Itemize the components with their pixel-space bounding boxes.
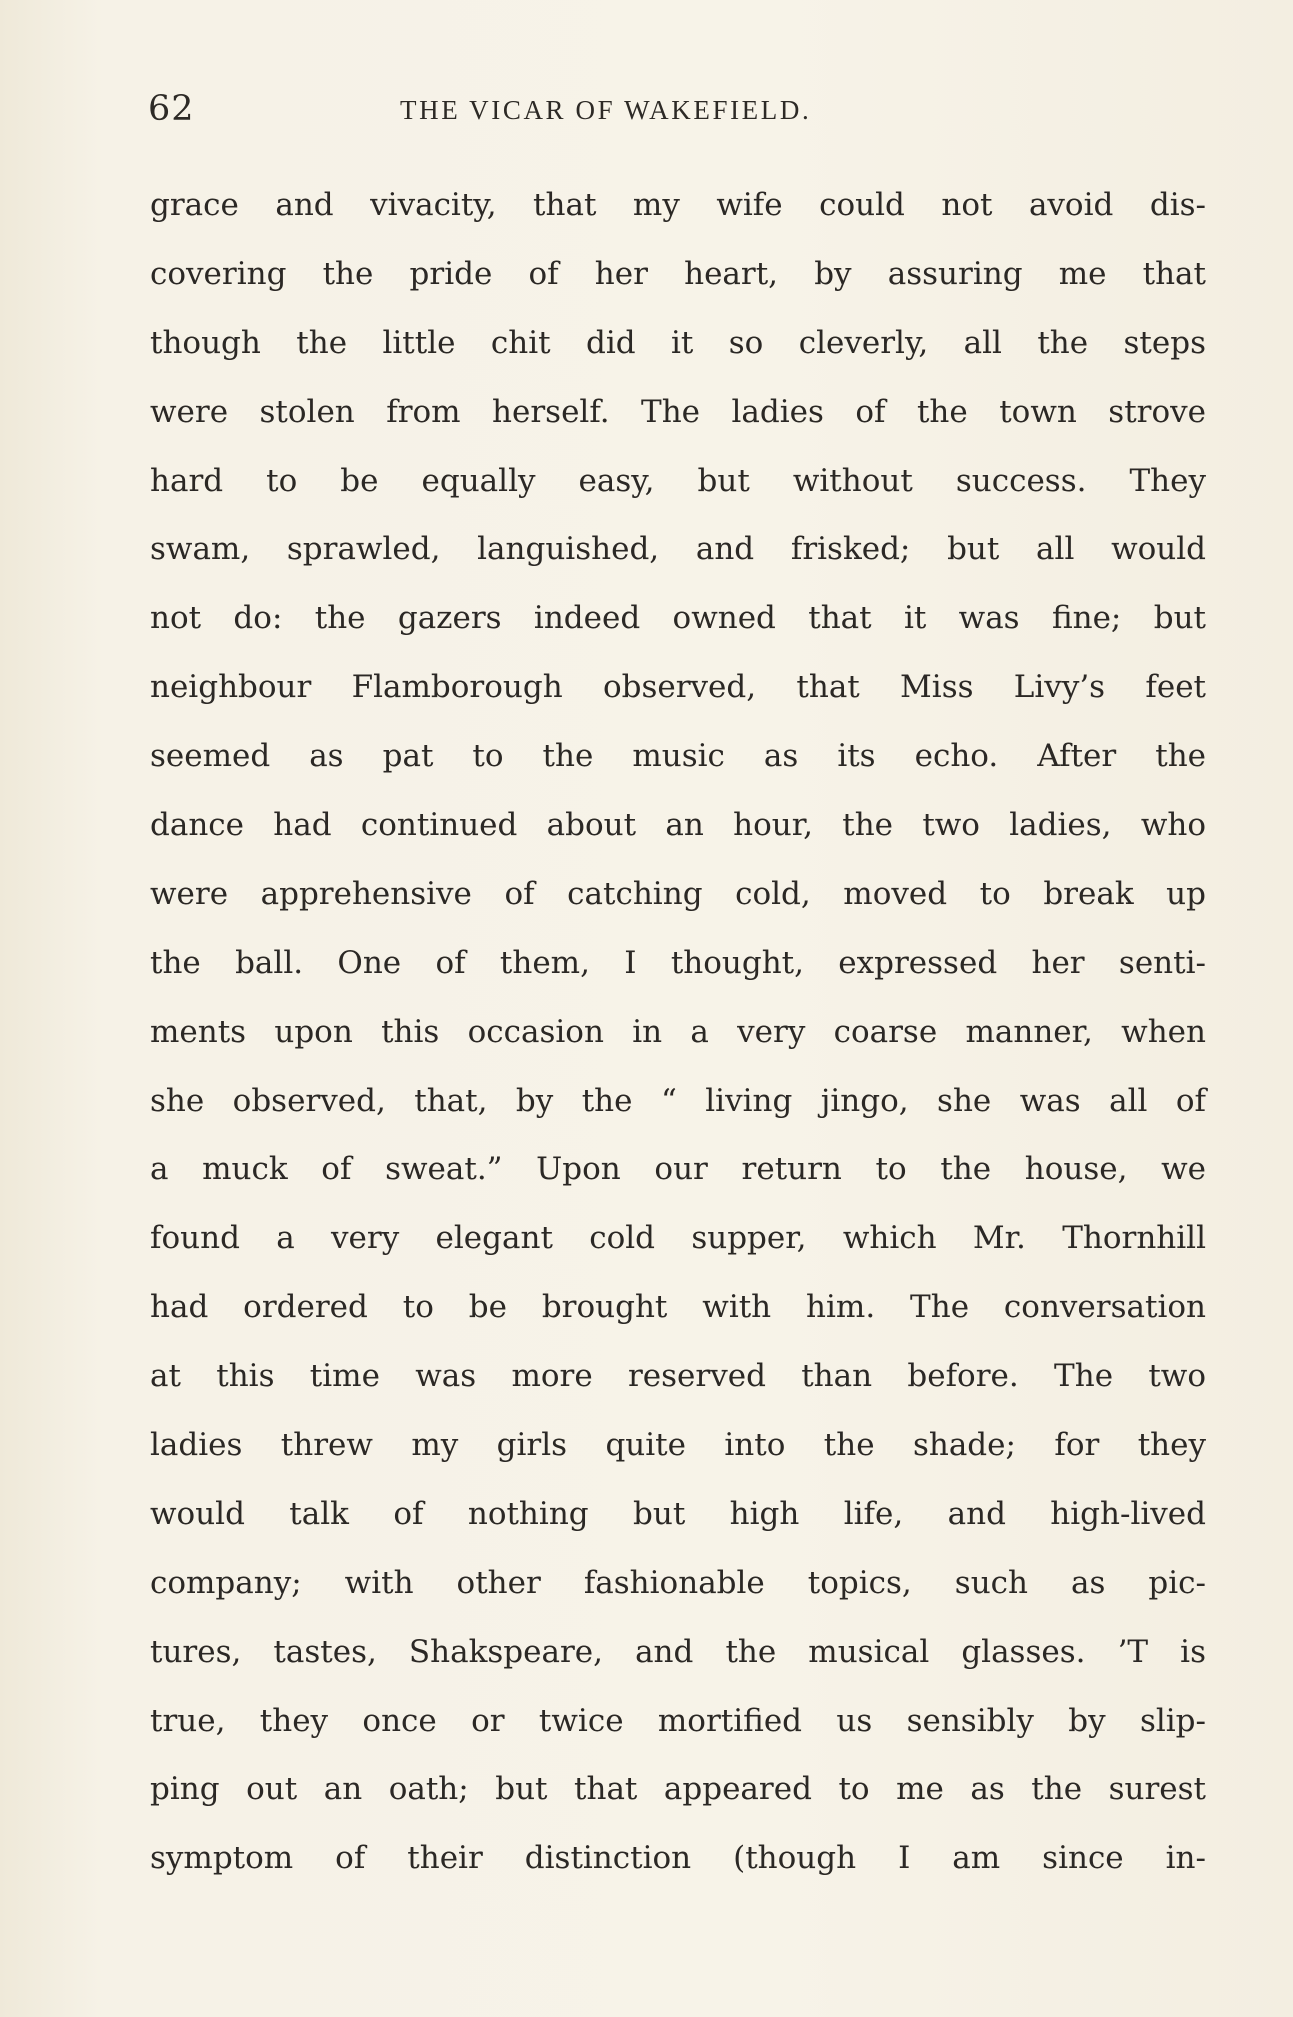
text-line: hard to be equally easy, but without success. They xyxy=(150,462,1206,499)
text-line: grace and vivacity, that my wife could not avoid dis- xyxy=(150,187,1206,223)
text-line: swam, sprawled, languished, and frisked; but all would xyxy=(150,531,1206,568)
text-line: at this time was more reserved than before. The two xyxy=(150,1358,1206,1395)
text-line: ments upon this occasion in a very coarse manner, when xyxy=(150,1013,1206,1050)
text-line: company; with other fashionable topics, such as pic- xyxy=(150,1564,1206,1601)
text-line: were apprehensive of catching cold, moved to break up xyxy=(150,875,1206,912)
text-line: she observed, that, by the “ living jingo, she was all of xyxy=(150,1082,1206,1119)
text-line: covering the pride of her heart, by assuring me that xyxy=(150,255,1206,292)
text-line: not do: the gazers indeed owned that it was fine; but xyxy=(150,600,1206,637)
text-line: a muck of sweat.” Upon our return to the house, we xyxy=(150,1151,1206,1188)
text-line: ladies threw my girls quite into the shade; for they xyxy=(150,1427,1206,1464)
text-line: ping out an oath; but that appeared to me as the surest xyxy=(150,1771,1206,1808)
text-line: true, they once or twice mortified us sensibly by slip- xyxy=(150,1702,1206,1739)
text-line: symptom of their distinction (though I am since in- xyxy=(150,1840,1206,1877)
running-title: THE VICAR OF WAKEFIELD. xyxy=(400,95,812,125)
text-line: found a very elegant cold supper, which Mr. Thornhill xyxy=(150,1220,1206,1257)
text-line: dance had continued about an hour, the two ladies, who xyxy=(150,807,1206,844)
text-line: were stolen from herself. The ladies of the town strove xyxy=(150,393,1206,430)
running-head xyxy=(148,84,1206,134)
text-line: tures, tastes, Shakspeare, and the musical glasses. ’T is xyxy=(150,1633,1206,1670)
text-line: would talk of nothing but high life, and high-lived xyxy=(150,1495,1206,1532)
text-line: had ordered to be brought with him. The conversation xyxy=(150,1289,1206,1326)
page-number: 62 xyxy=(148,89,195,129)
text-line: neighbour Flamborough observed, that Miss Livy’s feet xyxy=(150,669,1206,706)
text-line: the ball. One of them, I thought, expressed her senti- xyxy=(150,944,1206,981)
text-line: though the little chit did it so cleverly, all the steps xyxy=(150,324,1206,361)
text-line: seemed as pat to the music as its echo. After the xyxy=(150,738,1206,775)
body-text xyxy=(150,171,1206,1893)
